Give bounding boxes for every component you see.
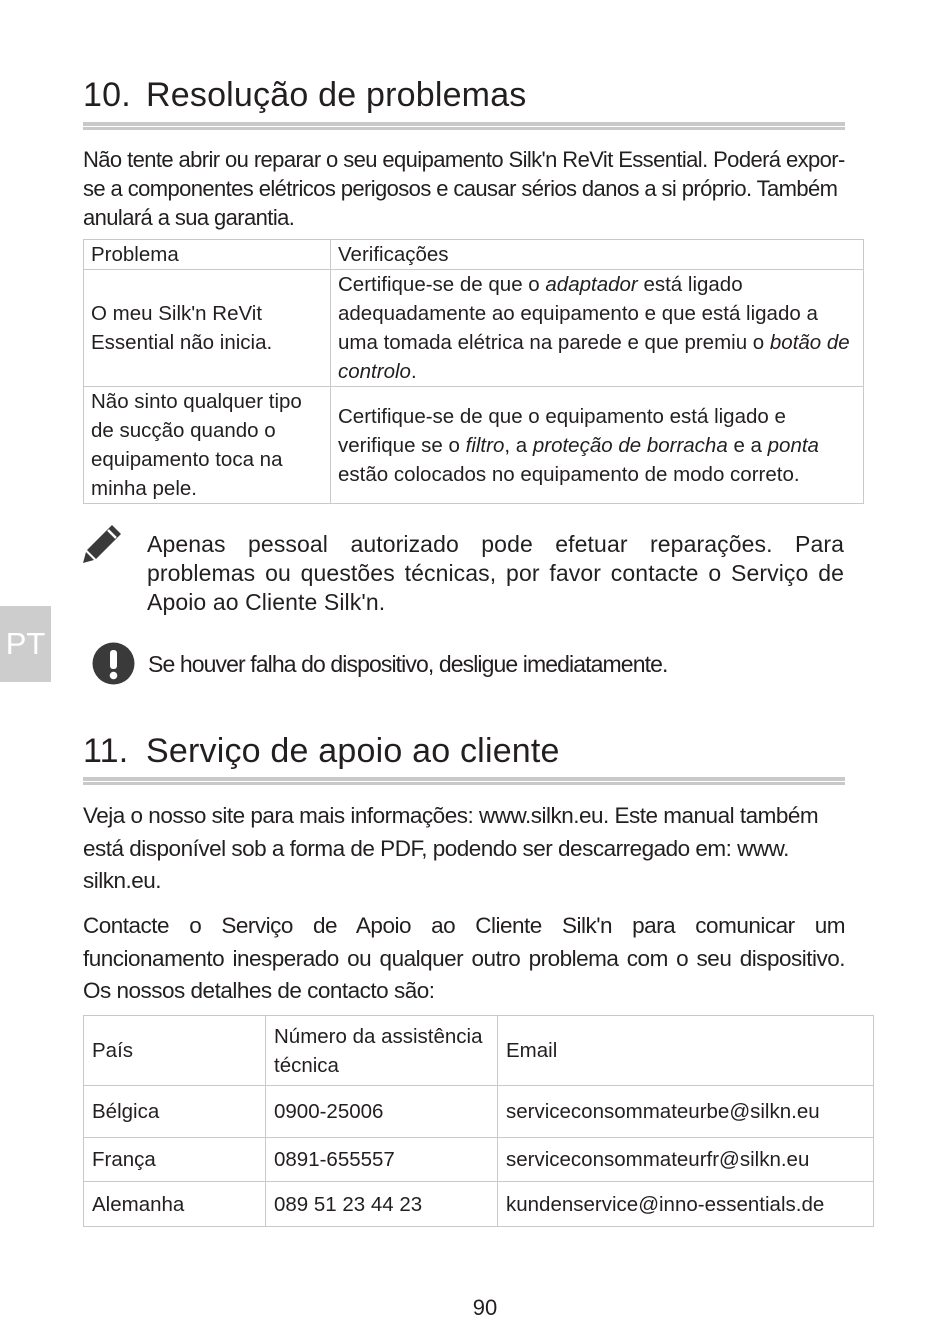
warning-text: Se houver falha do dispositivo, desligue imediatamente.: [148, 651, 668, 677]
term-adaptador: adaptador: [545, 273, 638, 296]
header-email: Email: [498, 1016, 874, 1086]
table-row: [84, 387, 864, 504]
country-cell: Bélgica: [84, 1086, 266, 1138]
section-10-number: 10.: [83, 76, 131, 114]
header-checks: Verificações: [331, 240, 864, 270]
header-phone: Número da assistência técnica: [266, 1016, 498, 1086]
section-11-rule: [83, 777, 845, 785]
phone-cell: 0900-25006: [266, 1086, 498, 1138]
term-botao-controlo: botão de controlo: [338, 331, 850, 383]
email-cell: kundenservice@inno-essentials.de: [498, 1182, 874, 1227]
section-10-heading: [83, 76, 527, 115]
section-10-title: Resolução de problemas: [146, 76, 527, 114]
section-10-rule: [83, 122, 845, 130]
country-cell: Alemanha: [84, 1182, 266, 1227]
service-note: Apenas pessoal autorizado pode efetuar reparações. Para problemas ou questões técnicas, por favor contacte o Serviço de Apoio ao Cliente Silk'n.: [147, 531, 844, 615]
email-cell: serviceconsommateurfr@silkn.eu: [498, 1138, 874, 1182]
check-cell: Certifique-se de que o equipamento está ligado e verifique se o filtro, a proteção de borracha e a ponta estão colocados no equipamento de modo correto.: [331, 387, 864, 504]
table-row: [84, 1182, 874, 1227]
email-cell: serviceconsommateurbe@silkn.eu: [498, 1086, 874, 1138]
check-cell: Certifique-se de que o adaptador está ligado adequadamente ao equipamento e que está ligado a uma tomada elétrica na parede e que premiu o botão de controlo.: [331, 270, 864, 387]
section-11-title: Serviço de apoio ao cliente: [146, 732, 560, 770]
term-filtro: filtro: [465, 433, 505, 457]
section-10-intro: Não tente abrir ou reparar o seu equipamento Silk'n ReVit Essential. Poderá expor-se a componentes elétricos perigosos e causar sérios danos a si próprio. Também anulará a sua garantia.: [83, 147, 845, 230]
table-row: [84, 1138, 874, 1182]
exclamation-icon: [92, 642, 135, 685]
contact-table: [83, 1015, 874, 1227]
header-country: País: [84, 1016, 266, 1086]
term-ponta: ponta: [767, 433, 819, 457]
problem-cell: Não sinto qualquer tipo de sucção quando o equipamento toca na minha pele.: [84, 387, 331, 504]
phone-cell: 089 51 23 44 23: [266, 1182, 498, 1227]
table-row: [84, 270, 864, 387]
phone-cell: 0891-655557: [266, 1138, 498, 1182]
problem-cell: O meu Silk'n ReVit Essential não inicia.: [84, 270, 331, 387]
section-11-number: 11.: [83, 732, 129, 770]
contact-header-row: [84, 1016, 874, 1086]
page-number: 90: [472, 1295, 498, 1320]
country-cell: França: [84, 1138, 266, 1182]
website-paragraph: Veja o nosso site para mais informações: www.silkn.eu. Este manual também está disponível sob a forma de PDF, podendo ser descarregado em: www. silkn.eu.: [83, 803, 819, 893]
header-problem: Problema: [84, 240, 331, 270]
language-tab: PT: [0, 606, 51, 682]
troubleshooting-header-row: [84, 240, 864, 270]
term-protecao-borracha: proteção de borracha: [532, 433, 728, 457]
section-11-heading: [83, 732, 560, 771]
table-row: [84, 1086, 874, 1138]
troubleshooting-table: [83, 239, 864, 504]
pencil-icon: [82, 523, 122, 563]
contact-paragraph: Contacte o Serviço de Apoio ao Cliente Silk'n para comunicar um funcionamento inesperado ou qualquer outro problema com o seu dispositivo. Os nossos detalhes de contacto são:: [83, 913, 845, 1003]
